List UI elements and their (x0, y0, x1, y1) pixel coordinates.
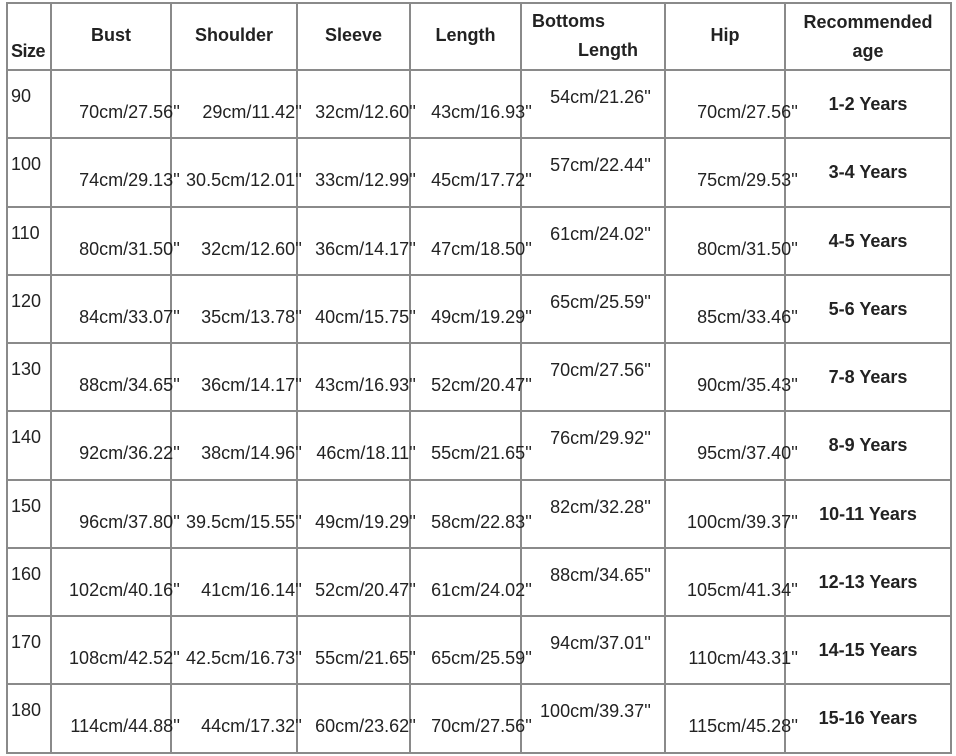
table-border (6, 2, 8, 754)
cell-bust: 114cm/44.88'' (70, 716, 180, 736)
cell-hip: 80cm/31.50'' (697, 239, 798, 259)
cell-length: 49cm/19.29'' (431, 307, 532, 327)
cell-bust: 102cm/40.16'' (69, 580, 180, 600)
cell-sleeve: 55cm/21.65'' (315, 648, 416, 668)
cell-shoulder: 32cm/12.60'' (201, 239, 302, 259)
cell-shoulder: 30.5cm/12.01'' (186, 170, 302, 190)
cell-bottoms-length: 61cm/24.02'' (550, 224, 651, 244)
cell-sleeve: 40cm/15.75'' (315, 307, 416, 327)
table-border (6, 547, 952, 549)
table-border (6, 683, 952, 685)
cell-sleeve: 46cm/18.11'' (316, 443, 416, 463)
cell-size: 140 (11, 427, 42, 447)
cell-size: 150 (11, 496, 42, 516)
cell-shoulder: 42.5cm/16.73'' (186, 648, 302, 668)
cell-sleeve: 32cm/12.60'' (315, 102, 416, 122)
cell-length: 65cm/25.59'' (431, 648, 532, 668)
cell-size: 90 (11, 86, 32, 106)
cell-bust: 88cm/34.65'' (79, 375, 180, 395)
table-border (6, 274, 952, 276)
table-border (6, 410, 952, 412)
table-border (6, 137, 952, 139)
cell-recommended-age: 10-11 Years (819, 504, 917, 524)
header-bust: Bust (91, 25, 131, 45)
cell-recommended-age: 7-8 Years (828, 367, 908, 387)
cell-shoulder: 35cm/13.78'' (201, 307, 302, 327)
cell-size: 170 (11, 632, 42, 652)
cell-recommended-age: 3-4 Years (828, 162, 908, 182)
header-age-line1: Recommended (803, 12, 933, 32)
cell-bust: 92cm/36.22'' (79, 443, 180, 463)
cell-recommended-age: 1-2 Years (828, 94, 908, 114)
cell-hip: 115cm/45.28'' (688, 716, 798, 736)
cell-bottoms-length: 88cm/34.65'' (550, 565, 651, 585)
cell-bottoms-length: 94cm/37.01'' (550, 633, 651, 653)
cell-size: 160 (11, 564, 42, 584)
cell-hip: 75cm/29.53'' (697, 170, 798, 190)
cell-length: 43cm/16.93'' (431, 102, 532, 122)
cell-bust: 108cm/42.52'' (69, 648, 180, 668)
cell-hip: 100cm/39.37'' (687, 512, 798, 532)
cell-hip: 90cm/35.43'' (697, 375, 798, 395)
cell-size: 100 (11, 154, 42, 174)
table-border (6, 615, 952, 617)
table-border (6, 2, 952, 4)
cell-bottoms-length: 100cm/39.37'' (540, 701, 651, 721)
cell-length: 55cm/21.65'' (431, 443, 532, 463)
cell-size: 110 (11, 223, 40, 243)
cell-length: 70cm/27.56'' (431, 716, 532, 736)
cell-bottoms-length: 54cm/21.26'' (550, 87, 651, 107)
cell-sleeve: 36cm/14.17'' (315, 239, 416, 259)
table-border (6, 479, 952, 481)
cell-bust: 80cm/31.50'' (79, 239, 180, 259)
header-length: Length (435, 25, 496, 45)
cell-bottoms-length: 82cm/32.28'' (550, 497, 651, 517)
cell-hip: 95cm/37.40'' (697, 443, 798, 463)
table-border (6, 752, 952, 754)
cell-recommended-age: 8-9 Years (828, 435, 908, 455)
table-border (6, 206, 952, 208)
cell-size: 180 (11, 700, 42, 720)
cell-sleeve: 49cm/19.29'' (315, 512, 416, 532)
cell-sleeve: 43cm/16.93'' (315, 375, 416, 395)
cell-sleeve: 52cm/20.47'' (315, 580, 416, 600)
cell-length: 45cm/17.72'' (431, 170, 532, 190)
cell-bottoms-length: 57cm/22.44'' (550, 155, 651, 175)
cell-bust: 70cm/27.56'' (79, 102, 180, 122)
cell-size: 120 (11, 291, 42, 311)
cell-length: 58cm/22.83'' (431, 512, 532, 532)
cell-bust: 74cm/29.13'' (79, 170, 180, 190)
header-hip: Hip (710, 25, 740, 45)
cell-bottoms-length: 70cm/27.56'' (550, 360, 651, 380)
table-border (950, 2, 952, 754)
cell-length: 47cm/18.50'' (431, 239, 532, 259)
cell-hip: 70cm/27.56'' (697, 102, 798, 122)
table-border (664, 2, 666, 754)
table-border (6, 342, 952, 344)
header-age-line2: age (852, 41, 884, 61)
cell-hip: 85cm/33.46'' (697, 307, 798, 327)
cell-bottoms-length: 76cm/29.92'' (550, 428, 651, 448)
cell-sleeve: 60cm/23.62'' (315, 716, 416, 736)
cell-hip: 105cm/41.34'' (687, 580, 798, 600)
cell-shoulder: 29cm/11.42'' (202, 102, 302, 122)
cell-bust: 96cm/37.80'' (79, 512, 180, 532)
cell-recommended-age: 4-5 Years (828, 231, 908, 251)
header-bottoms-length-line1: Bottoms (532, 11, 605, 31)
cell-hip: 110cm/43.31'' (688, 648, 798, 668)
cell-shoulder: 44cm/17.32'' (201, 716, 302, 736)
cell-recommended-age: 14-15 Years (818, 640, 918, 660)
table-border (6, 69, 952, 71)
cell-shoulder: 36cm/14.17'' (201, 375, 302, 395)
cell-shoulder: 39.5cm/15.55'' (186, 512, 302, 532)
cell-recommended-age: 12-13 Years (818, 572, 918, 592)
cell-size: 130 (11, 359, 42, 379)
cell-length: 61cm/24.02'' (431, 580, 532, 600)
cell-shoulder: 38cm/14.96'' (201, 443, 302, 463)
header-size: Size (11, 41, 46, 61)
table-border (50, 2, 52, 754)
cell-sleeve: 33cm/12.99'' (315, 170, 416, 190)
header-shoulder: Shoulder (194, 25, 273, 45)
header-bottoms-length-line2: Length (578, 40, 638, 60)
cell-length: 52cm/20.47'' (431, 375, 532, 395)
header-sleeve: Sleeve (324, 25, 383, 45)
cell-recommended-age: 15-16 Years (818, 708, 918, 728)
cell-recommended-age: 5-6 Years (828, 299, 908, 319)
cell-bottoms-length: 65cm/25.59'' (550, 292, 651, 312)
cell-bust: 84cm/33.07'' (79, 307, 180, 327)
cell-shoulder: 41cm/16.14'' (201, 580, 302, 600)
